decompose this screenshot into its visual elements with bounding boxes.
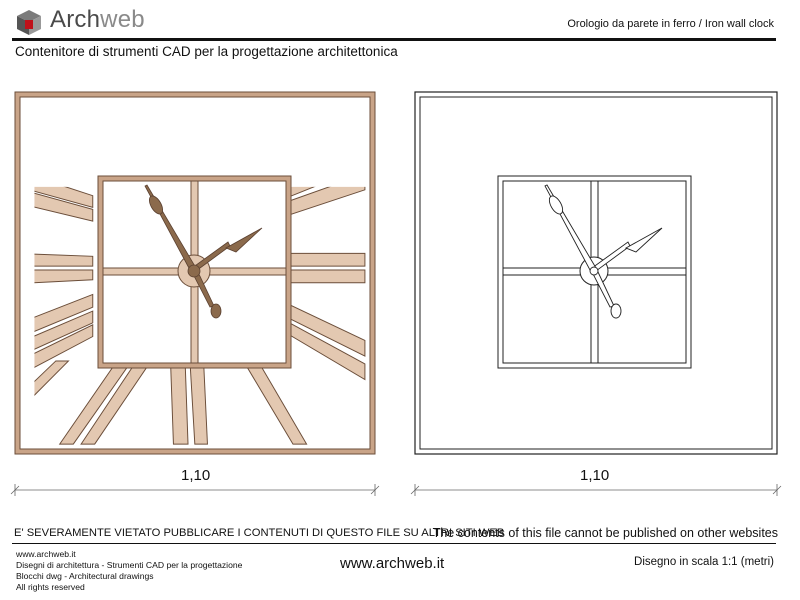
- drawing-title: Orologio da parete in ferro / Iron wall clock: [567, 18, 774, 30]
- subtitle: Contenitore di strumenti CAD per la progettazione architettonica: [15, 44, 398, 59]
- footer-line-blocks: Blocchi dwg - Architectural drawings: [16, 571, 154, 581]
- notice-italian: E' SEVERAMENTE VIETATO PUBBLICARE I CONTENUTI DI QUESTO FILE SU ALTRI SITI WEB: [14, 527, 505, 539]
- clock-colored: [15, 92, 375, 454]
- dimension-line-left: [11, 484, 379, 496]
- logo-text-web: web: [100, 6, 145, 33]
- logo-wordmark[interactable]: [50, 6, 145, 34]
- notice-english: The contents of this file cannot be published on other websites: [432, 526, 778, 540]
- footer-line-url[interactable]: www.archweb.it: [16, 549, 76, 559]
- logo-cube-icon: [17, 10, 41, 35]
- footer-divider: [12, 543, 776, 544]
- footer-line-description: Disegni di architettura - Strumenti CAD per la progettazione: [16, 560, 243, 570]
- logo-text-arch: Arch: [50, 6, 101, 33]
- clock-line-drawing: [415, 92, 777, 454]
- footer-line-rights: All rights reserved: [16, 582, 85, 592]
- dimension-label-left: 1,10: [181, 467, 211, 484]
- header-divider: [12, 38, 776, 41]
- website-link[interactable]: www.archweb.it: [340, 555, 445, 572]
- dimension-line-right: [411, 484, 781, 496]
- scale-note: Disegno in scala 1:1 (metri): [634, 556, 774, 568]
- dimension-label-right: 1,10: [580, 467, 610, 484]
